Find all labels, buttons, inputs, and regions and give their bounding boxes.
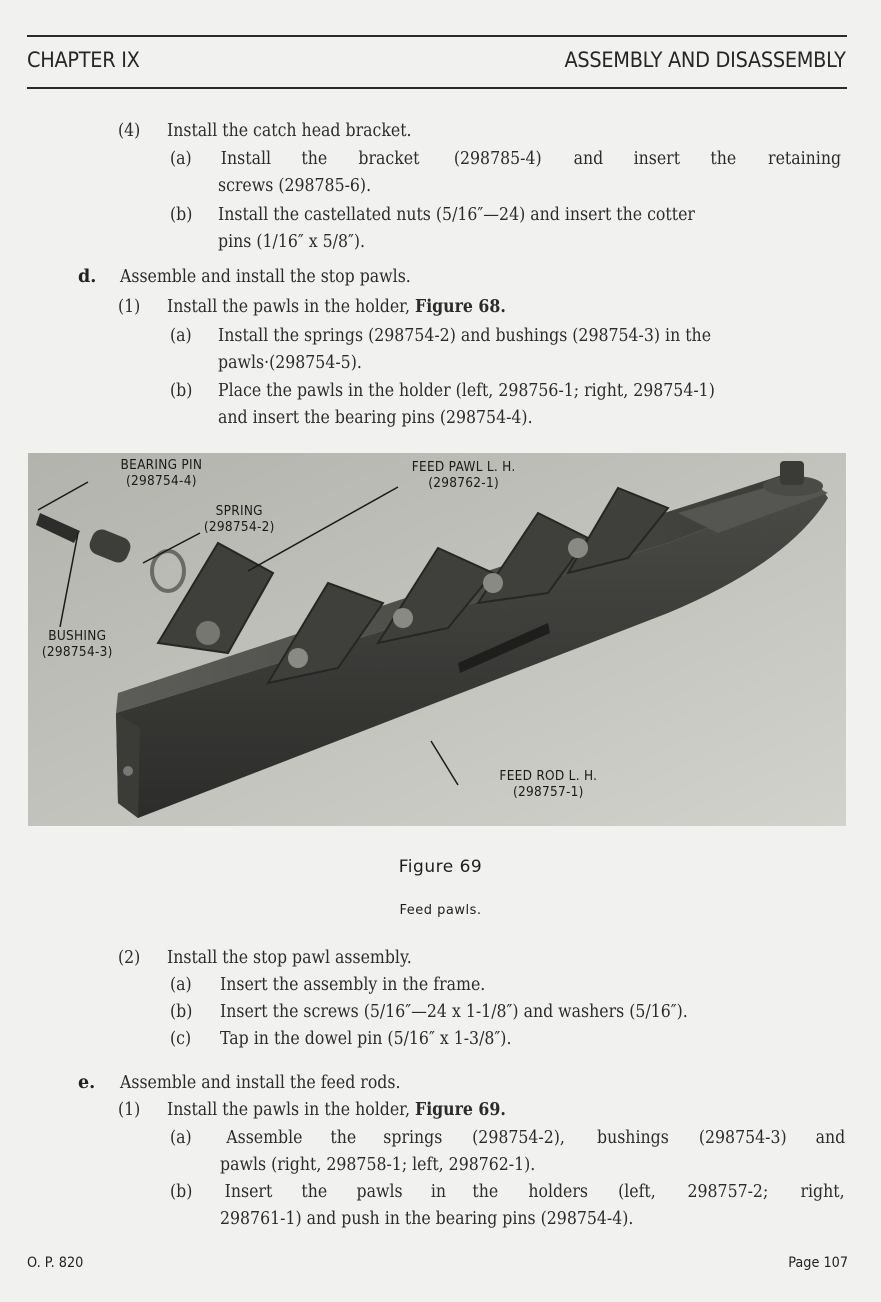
step-number: (1) <box>118 297 141 317</box>
word: right, <box>800 1182 845 1202</box>
word: Install <box>220 149 272 169</box>
step-text-body: Install the pawls in the holder, <box>167 1100 416 1120</box>
word: (298785-4) <box>453 149 542 169</box>
substep-text: Insert the screws (5/16″—24 x 1-1/8″) and washers (5/16″). <box>220 1002 688 1022</box>
header-rule-top <box>27 35 847 37</box>
label-part-number: (298757-1) <box>513 784 584 800</box>
step-text: Install the catch head bracket. <box>167 121 412 141</box>
figure-photo <box>28 453 846 826</box>
word: (left, <box>618 1182 657 1202</box>
figure-title: Figure 69 <box>398 857 483 877</box>
figure-reference: Figure 68. <box>415 297 506 317</box>
substep-line-1: Install the springs (298754-2) and bushings (298754-3) in the <box>218 326 712 346</box>
step-text-body: Install the pawls in the holder, <box>167 297 416 317</box>
substep-line-2: pins (1/16″ x 5/8″). <box>218 232 366 252</box>
substep-line-1: Place the pawls in the holder (left, 298756-1; right, 298754-1) <box>218 381 715 401</box>
word: Assemble <box>226 1128 303 1148</box>
feed-rod-end <box>116 713 140 818</box>
substep-number: (b) <box>170 1182 193 1202</box>
word: bracket <box>358 149 420 169</box>
section-letter: e. <box>78 1073 96 1093</box>
label-part-number: (298754-4) <box>126 473 197 489</box>
figure-caption: Feed pawls. <box>399 903 482 918</box>
word: and <box>815 1128 846 1148</box>
label-name: BUSHING <box>48 628 107 644</box>
substep-line-1 <box>222 1181 847 1203</box>
step-text <box>167 1099 506 1121</box>
word: (298754-2), <box>472 1128 566 1148</box>
substep-number: (a) <box>170 326 192 346</box>
word: insert <box>633 149 681 169</box>
label-feed-rod <box>499 768 597 800</box>
word: 298757-2; <box>687 1182 769 1202</box>
end-hole <box>123 766 133 776</box>
word: the <box>301 1182 328 1202</box>
label-name: BEARING PIN <box>120 457 203 473</box>
word: in <box>430 1182 446 1202</box>
header-rule-bottom <box>27 87 847 89</box>
substep-line-2: screws (298785-6). <box>218 176 372 196</box>
word: holders <box>528 1182 589 1202</box>
section-text: Assemble and install the stop pawls. <box>120 267 411 287</box>
label-name: FEED PAWL L. H. <box>411 459 516 475</box>
substep-line-2: pawls·(298754-5). <box>218 353 362 373</box>
section-letter: d. <box>78 267 97 287</box>
substep-line-2: 298761-1) and push in the bearing pins (298754-4). <box>220 1209 634 1229</box>
figure-reference: Figure 69. <box>415 1100 506 1120</box>
substep-number: (c) <box>170 1029 192 1049</box>
label-name: FEED ROD L. H. <box>499 768 598 784</box>
feed-rod-illustration <box>28 453 846 826</box>
label-bushing <box>42 628 113 660</box>
label-feed-pawl <box>412 459 516 491</box>
section-text: Assemble and install the feed rods. <box>120 1073 401 1093</box>
word: pawls <box>356 1182 403 1202</box>
substep-number: (a) <box>170 975 192 995</box>
label-bearing-pin <box>121 457 203 489</box>
substep-number: (b) <box>170 381 193 401</box>
label-part-number: (298762-1) <box>428 475 499 491</box>
substep-number: (b) <box>170 1002 193 1022</box>
step-text <box>167 296 506 318</box>
document-id: O. P. 820 <box>27 1255 84 1271</box>
word: Insert <box>224 1182 273 1202</box>
substep-line-1 <box>222 1127 847 1149</box>
substep-text: Tap in the dowel pin (5/16″ x 1-3/8″). <box>220 1029 512 1049</box>
step-number: (4) <box>118 121 141 141</box>
step-number: (1) <box>118 1100 141 1120</box>
substep-line-1 <box>218 148 845 170</box>
word: the <box>301 149 328 169</box>
word: the <box>472 1182 499 1202</box>
step-number: (2) <box>118 948 141 968</box>
substep-number: (a) <box>170 149 192 169</box>
label-part-number: (298754-3) <box>41 644 113 660</box>
tail-post <box>780 461 804 485</box>
step-text: Install the stop pawl assembly. <box>167 948 412 968</box>
label-name: SPRING <box>215 503 263 519</box>
substep-number: (a) <box>170 1128 192 1148</box>
substep-text: Insert the assembly in the frame. <box>220 975 486 995</box>
substep-number: (b) <box>170 205 193 225</box>
substep-line-1: Install the castellated nuts (5/16″—24) and insert the cotter <box>218 205 695 225</box>
label-part-number: (298754-2) <box>203 519 275 535</box>
substep-line-2: and insert the bearing pins (298754-4). <box>218 408 533 428</box>
word: springs <box>382 1128 442 1148</box>
word: (298754-3) <box>699 1128 788 1148</box>
chapter-title: CHAPTER IX <box>27 48 140 72</box>
word: bushings <box>596 1128 669 1148</box>
word: the <box>330 1128 357 1148</box>
substep-line-2: pawls (right, 298758-1; left, 298762-1). <box>220 1155 536 1175</box>
section-title: ASSEMBLY AND DISASSEMBLY <box>564 48 846 72</box>
pawl-hole <box>196 621 220 645</box>
word: retaining <box>767 149 841 169</box>
word: and <box>573 149 604 169</box>
label-spring <box>204 503 275 535</box>
word: the <box>710 149 737 169</box>
page-number: Page 107 <box>788 1255 848 1271</box>
